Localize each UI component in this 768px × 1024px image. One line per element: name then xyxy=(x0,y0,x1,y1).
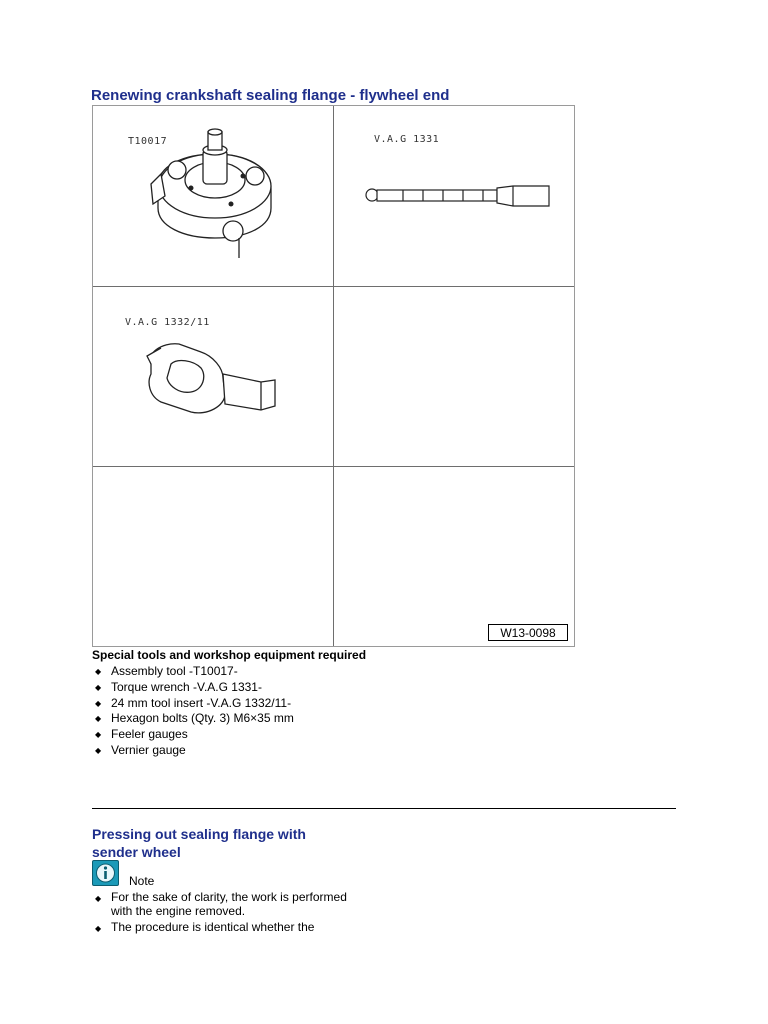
list-item: ◆ For the sake of clarity, the work is performed with the engine removed. xyxy=(95,890,347,918)
section-divider xyxy=(92,808,676,809)
list-item: ◆ Assembly tool -T10017- xyxy=(95,664,238,678)
tool-label-t10017: T10017 xyxy=(128,136,168,147)
diamond-bullet-icon: ◆ xyxy=(95,894,102,903)
list-item: ◆ Hexagon bolts (Qty. 3) M6×35 mm xyxy=(95,711,294,726)
notes-list xyxy=(92,890,352,936)
torque-wrench-drawing xyxy=(363,176,558,216)
list-item: ◆ Feeler gauges xyxy=(95,727,188,742)
tools-heading: Special tools and workshop equipment required xyxy=(92,648,367,662)
tools-list xyxy=(92,664,294,759)
tool-insert-drawing xyxy=(141,334,281,424)
list-item: ◆ 24 mm tool insert -V.A.G 1332/11- xyxy=(95,695,292,710)
assembly-tool-drawing xyxy=(143,126,283,266)
note-label: Note xyxy=(129,874,155,888)
list-item: ◆ The procedure is identical whether the xyxy=(95,920,315,934)
list-item: ◆ Torque wrench -V.A.G 1331- xyxy=(95,679,262,694)
diamond-bullet-icon: ◆ xyxy=(95,698,102,708)
tool-label-vag1332-11: V.A.G 1332/11 xyxy=(125,317,210,328)
info-icon xyxy=(92,860,119,886)
diamond-bullet-icon: ◆ xyxy=(95,682,102,692)
diamond-bullet-icon: ◆ xyxy=(95,745,102,755)
list-item: ◆ Vernier gauge xyxy=(95,742,186,757)
figure-divider xyxy=(93,466,574,467)
diamond-bullet-icon: ◆ xyxy=(95,924,102,933)
diamond-bullet-icon: ◆ xyxy=(95,667,102,676)
tool-label-vag1331: V.A.G 1331 xyxy=(374,134,440,145)
page-title: Renewing crankshaft sealing flange - flywheel end xyxy=(91,87,450,104)
diamond-bullet-icon: ◆ xyxy=(95,714,102,724)
section-heading: Pressing out sealing flange with sender wheel xyxy=(92,826,306,860)
diamond-bullet-icon: ◆ xyxy=(95,730,102,740)
special-tools-figure xyxy=(92,105,575,647)
figure-divider xyxy=(333,106,334,646)
figure-code: W13-0098 xyxy=(488,624,568,641)
figure-divider xyxy=(93,286,574,287)
